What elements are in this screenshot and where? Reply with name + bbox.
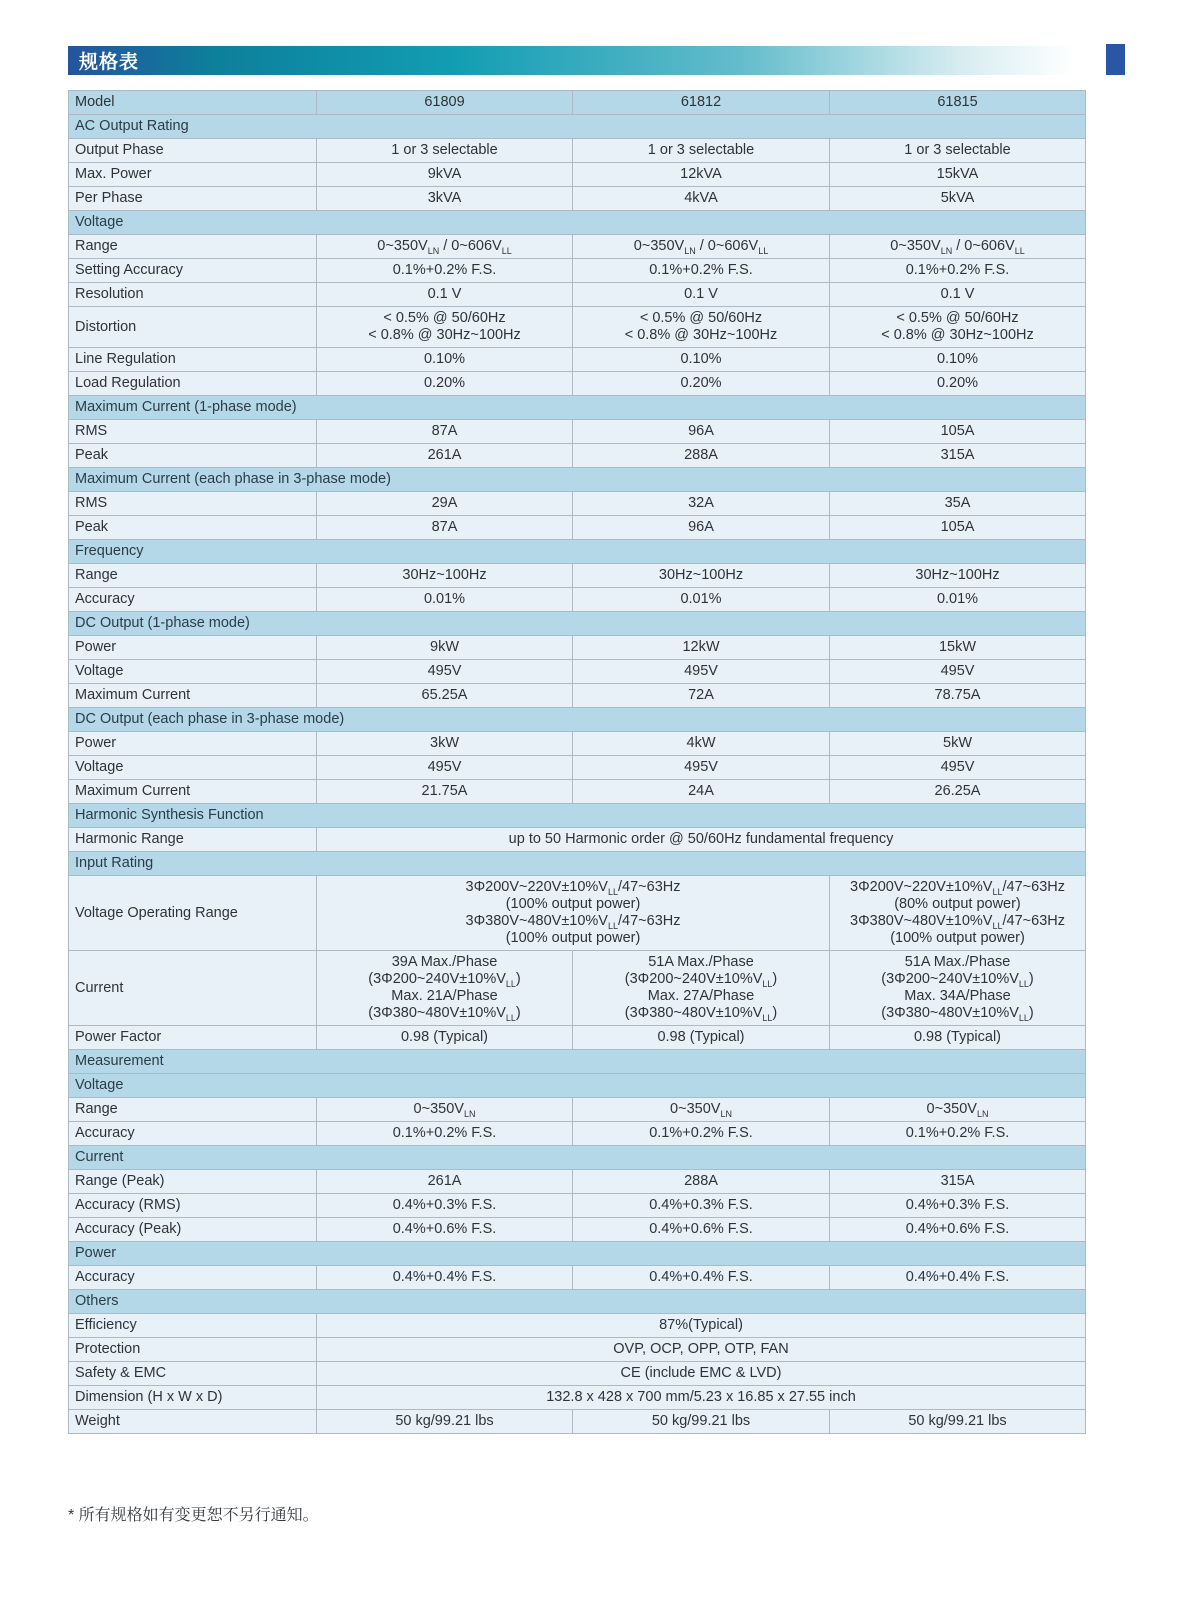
cell-value: 3kW bbox=[317, 732, 573, 756]
row-label: Accuracy (RMS) bbox=[69, 1194, 317, 1218]
cell-value: 0.4%+0.4% F.S. bbox=[573, 1266, 830, 1290]
cell-value: 0.10% bbox=[830, 348, 1086, 372]
row-label: Load Regulation bbox=[69, 372, 317, 396]
cell-value: 0.1 V bbox=[573, 283, 830, 307]
cell-value: 61809 bbox=[317, 91, 573, 115]
cell-value: 5kVA bbox=[830, 187, 1086, 211]
table-row bbox=[69, 1266, 1086, 1290]
table-row bbox=[69, 420, 1086, 444]
row-label: Safety & EMC bbox=[69, 1362, 317, 1386]
table-row bbox=[69, 732, 1086, 756]
cell-value: 29A bbox=[317, 492, 573, 516]
table-row bbox=[69, 876, 1086, 951]
table-row bbox=[69, 1338, 1086, 1362]
cell-value: 0.20% bbox=[830, 372, 1086, 396]
table-row bbox=[69, 283, 1086, 307]
cell-value: 0.20% bbox=[573, 372, 830, 396]
row-label: Range bbox=[69, 1098, 317, 1122]
section-header-label: Maximum Current (1-phase mode) bbox=[69, 396, 1086, 420]
section-row bbox=[69, 852, 1086, 876]
table-row bbox=[69, 588, 1086, 612]
cell-value: 72A bbox=[573, 684, 830, 708]
cell-value: 30Hz~100Hz bbox=[830, 564, 1086, 588]
section-row bbox=[69, 708, 1086, 732]
section-header-label: Voltage bbox=[69, 1074, 1086, 1098]
table-row bbox=[69, 660, 1086, 684]
cell-value: 0.4%+0.3% F.S. bbox=[573, 1194, 830, 1218]
cell-value: 4kVA bbox=[573, 187, 830, 211]
cell-value: 0.1%+0.2% F.S. bbox=[317, 259, 573, 283]
section-row bbox=[69, 211, 1086, 235]
section-header-label: Voltage bbox=[69, 211, 1086, 235]
cell-value: 3kVA bbox=[317, 187, 573, 211]
cell-value: 105A bbox=[830, 516, 1086, 540]
cell-value: $0\sim 350V_{LN}$ bbox=[573, 1098, 830, 1122]
cell-value: $0\sim 350V_{LN}$ bbox=[830, 1098, 1086, 1122]
cell-value: 0.01% bbox=[317, 588, 573, 612]
row-label: Maximum Current bbox=[69, 780, 317, 804]
row-label: Maximum Current bbox=[69, 684, 317, 708]
cell-value: 65.25A bbox=[317, 684, 573, 708]
footnote: * 所有规格如有变更恕不另行通知。 bbox=[68, 1507, 319, 1524]
cell-value: 39A Max./Phase $(3\Phi 200\sim 240V\pm 10\%V_{LL})$ Max. 21A/Phase $(3\Phi 380\sim 480V\pm 10\%V_{LL})$ bbox=[317, 951, 573, 1026]
cell-value: 315A bbox=[830, 444, 1086, 468]
row-label: Output Phase bbox=[69, 139, 317, 163]
row-label: Per Phase bbox=[69, 187, 317, 211]
table-row bbox=[69, 1026, 1086, 1050]
table-row bbox=[69, 516, 1086, 540]
cell-value: 51A Max./Phase $(3\Phi 200\sim 240V\pm 10\%V_{LL})$ Max. 34A/Phase $(3\Phi 380\sim 480V\pm 10\%V_{LL})$ bbox=[830, 951, 1086, 1026]
row-label: Accuracy bbox=[69, 588, 317, 612]
row-label: Range bbox=[69, 235, 317, 259]
row-label: Peak bbox=[69, 444, 317, 468]
table-row bbox=[69, 780, 1086, 804]
cell-value: 87%(Typical) bbox=[317, 1314, 1086, 1338]
table-row bbox=[69, 372, 1086, 396]
spec-table bbox=[68, 90, 1086, 1434]
cell-value: 261A bbox=[317, 444, 573, 468]
cell-value: 61815 bbox=[830, 91, 1086, 115]
page-title: 规格表 bbox=[79, 52, 140, 73]
row-label: Voltage bbox=[69, 660, 317, 684]
table-row bbox=[69, 163, 1086, 187]
row-label: Power bbox=[69, 732, 317, 756]
row-label: Max. Power bbox=[69, 163, 317, 187]
cell-value: 495V bbox=[573, 660, 830, 684]
row-label: Range (Peak) bbox=[69, 1170, 317, 1194]
section-header-label: Harmonic Synthesis Function bbox=[69, 804, 1086, 828]
cell-value: 315A bbox=[830, 1170, 1086, 1194]
row-label: Line Regulation bbox=[69, 348, 317, 372]
table-row bbox=[69, 235, 1086, 259]
cell-value: 0.10% bbox=[573, 348, 830, 372]
cell-value: 15kW bbox=[830, 636, 1086, 660]
table-row bbox=[69, 1122, 1086, 1146]
row-label: Protection bbox=[69, 1338, 317, 1362]
table-row bbox=[69, 1098, 1086, 1122]
section-header-label: Current bbox=[69, 1146, 1086, 1170]
cell-value: 495V bbox=[317, 756, 573, 780]
cell-value: 15kVA bbox=[830, 163, 1086, 187]
cell-value: 0.1%+0.2% F.S. bbox=[830, 259, 1086, 283]
cell-value: 288A bbox=[573, 444, 830, 468]
row-label: Accuracy bbox=[69, 1266, 317, 1290]
section-row bbox=[69, 804, 1086, 828]
cell-value: 0.1%+0.2% F.S. bbox=[573, 259, 830, 283]
cell-value: 96A bbox=[573, 420, 830, 444]
row-label: Dimension (H x W x D) bbox=[69, 1386, 317, 1410]
decorative-corner-square bbox=[1106, 44, 1125, 75]
table-row bbox=[69, 492, 1086, 516]
section-row bbox=[69, 1290, 1086, 1314]
section-header-label: Input Rating bbox=[69, 852, 1086, 876]
cell-value: 0.4%+0.3% F.S. bbox=[830, 1194, 1086, 1218]
cell-value: 495V bbox=[830, 756, 1086, 780]
table-row bbox=[69, 1314, 1086, 1338]
table-row bbox=[69, 1218, 1086, 1242]
section-row bbox=[69, 612, 1086, 636]
cell-value: 87A bbox=[317, 516, 573, 540]
cell-value: 5kW bbox=[830, 732, 1086, 756]
cell-value: 24A bbox=[573, 780, 830, 804]
table-row bbox=[69, 1362, 1086, 1386]
section-row bbox=[69, 396, 1086, 420]
section-header-label: AC Output Rating bbox=[69, 115, 1086, 139]
row-label: Harmonic Range bbox=[69, 828, 317, 852]
row-label: RMS bbox=[69, 420, 317, 444]
cell-value: $0\sim 350V_{LN}$ / $0\sim 606V_{LL}$ bbox=[830, 235, 1086, 259]
row-label: Weight bbox=[69, 1410, 317, 1434]
cell-value: 0.01% bbox=[573, 588, 830, 612]
cell-value: 105A bbox=[830, 420, 1086, 444]
cell-value: 1 or 3 selectable bbox=[317, 139, 573, 163]
table-row bbox=[69, 307, 1086, 348]
cell-value: 78.75A bbox=[830, 684, 1086, 708]
table-row bbox=[69, 1386, 1086, 1410]
cell-value: 0.1%+0.2% F.S. bbox=[830, 1122, 1086, 1146]
cell-value: 12kW bbox=[573, 636, 830, 660]
cell-value: 0.1 V bbox=[317, 283, 573, 307]
cell-value: 1 or 3 selectable bbox=[573, 139, 830, 163]
cell-value: 1 or 3 selectable bbox=[830, 139, 1086, 163]
cell-value: 288A bbox=[573, 1170, 830, 1194]
row-label: Resolution bbox=[69, 283, 317, 307]
cell-value: 0.4%+0.6% F.S. bbox=[573, 1218, 830, 1242]
cell-value: 50 kg/99.21 lbs bbox=[573, 1410, 830, 1434]
spec-table-body bbox=[69, 91, 1086, 1434]
cell-value: 0.1%+0.2% F.S. bbox=[573, 1122, 830, 1146]
section-row bbox=[69, 1146, 1086, 1170]
cell-value: 0.20% bbox=[317, 372, 573, 396]
row-label: Accuracy (Peak) bbox=[69, 1218, 317, 1242]
table-row bbox=[69, 756, 1086, 780]
row-label: Peak bbox=[69, 516, 317, 540]
table-row bbox=[69, 636, 1086, 660]
cell-value: 0.98 (Typical) bbox=[830, 1026, 1086, 1050]
row-label: Model bbox=[69, 91, 317, 115]
cell-value: $0\sim 350V_{LN}$ bbox=[317, 1098, 573, 1122]
section-header-label: Power bbox=[69, 1242, 1086, 1266]
section-row bbox=[69, 115, 1086, 139]
section-header-label: DC Output (1-phase mode) bbox=[69, 612, 1086, 636]
section-row bbox=[69, 1242, 1086, 1266]
section-header-label: DC Output (each phase in 3-phase mode) bbox=[69, 708, 1086, 732]
cell-value: $3\Phi 200V\sim 220V\pm 10\%V_{LL}/47\sim 63Hz$ (100% output power) $3\Phi 380V\sim 480V\pm 10\%V_{LL}/47\sim 63Hz$ (100% output power) bbox=[317, 876, 830, 951]
section-header-label: Measurement bbox=[69, 1050, 1086, 1074]
cell-value: 9kVA bbox=[317, 163, 573, 187]
row-label: Current bbox=[69, 951, 317, 1026]
section-header-label: Maximum Current (each phase in 3-phase mode) bbox=[69, 468, 1086, 492]
table-row bbox=[69, 1410, 1086, 1434]
cell-value: 50 kg/99.21 lbs bbox=[317, 1410, 573, 1434]
cell-value: OVP, OCP, OPP, OTP, FAN bbox=[317, 1338, 1086, 1362]
cell-value: 4kW bbox=[573, 732, 830, 756]
cell-value: 495V bbox=[317, 660, 573, 684]
table-row bbox=[69, 348, 1086, 372]
cell-value: $0\sim 350V_{LN}$ / $0\sim 606V_{LL}$ bbox=[573, 235, 830, 259]
cell-value: 0.4%+0.6% F.S. bbox=[830, 1218, 1086, 1242]
table-row bbox=[69, 828, 1086, 852]
cell-value: 61812 bbox=[573, 91, 830, 115]
cell-value: 0.4%+0.6% F.S. bbox=[317, 1218, 573, 1242]
section-row bbox=[69, 1050, 1086, 1074]
table-row bbox=[69, 187, 1086, 211]
cell-value: 0.01% bbox=[830, 588, 1086, 612]
cell-value: 132.8 x 428 x 700 mm/5.23 x 16.85 x 27.55 inch bbox=[317, 1386, 1086, 1410]
cell-value: 0.1%+0.2% F.S. bbox=[317, 1122, 573, 1146]
table-row bbox=[69, 1170, 1086, 1194]
section-title-bar bbox=[68, 46, 1085, 75]
row-label: Setting Accuracy bbox=[69, 259, 317, 283]
cell-value: 0.98 (Typical) bbox=[317, 1026, 573, 1050]
table-row bbox=[69, 1194, 1086, 1218]
row-label: RMS bbox=[69, 492, 317, 516]
cell-value: 21.75A bbox=[317, 780, 573, 804]
cell-value: 30Hz~100Hz bbox=[317, 564, 573, 588]
table-row bbox=[69, 564, 1086, 588]
row-label: Power Factor bbox=[69, 1026, 317, 1050]
cell-value: 32A bbox=[573, 492, 830, 516]
cell-value: 0.4%+0.3% F.S. bbox=[317, 1194, 573, 1218]
cell-value: < 0.5% @ 50/60Hz < 0.8% @ 30Hz~100Hz bbox=[573, 307, 830, 348]
cell-value: $0\sim 350V_{LN}$ / $0\sim 606V_{LL}$ bbox=[317, 235, 573, 259]
row-label: Voltage Operating Range bbox=[69, 876, 317, 951]
cell-value: 0.4%+0.4% F.S. bbox=[830, 1266, 1086, 1290]
section-row bbox=[69, 540, 1086, 564]
cell-value: 35A bbox=[830, 492, 1086, 516]
section-header-label: Frequency bbox=[69, 540, 1086, 564]
cell-value: 30Hz~100Hz bbox=[573, 564, 830, 588]
row-label: Efficiency bbox=[69, 1314, 317, 1338]
row-label: Distortion bbox=[69, 307, 317, 348]
cell-value: 0.98 (Typical) bbox=[573, 1026, 830, 1050]
cell-value: 9kW bbox=[317, 636, 573, 660]
section-header-label: Others bbox=[69, 1290, 1086, 1314]
cell-value: 26.25A bbox=[830, 780, 1086, 804]
section-row bbox=[69, 468, 1086, 492]
cell-value: 12kVA bbox=[573, 163, 830, 187]
section-row bbox=[69, 1074, 1086, 1098]
cell-value: 51A Max./Phase $(3\Phi 200\sim 240V\pm 10\%V_{LL})$ Max. 27A/Phase $(3\Phi 380\sim 480V\pm 10\%V_{LL})$ bbox=[573, 951, 830, 1026]
table-row bbox=[69, 91, 1086, 115]
row-label: Accuracy bbox=[69, 1122, 317, 1146]
table-row bbox=[69, 444, 1086, 468]
table-row bbox=[69, 139, 1086, 163]
cell-value: 50 kg/99.21 lbs bbox=[830, 1410, 1086, 1434]
cell-value: CE (include EMC & LVD) bbox=[317, 1362, 1086, 1386]
cell-value: 96A bbox=[573, 516, 830, 540]
row-label: Range bbox=[69, 564, 317, 588]
table-row bbox=[69, 951, 1086, 1026]
cell-value: 495V bbox=[830, 660, 1086, 684]
row-label: Power bbox=[69, 636, 317, 660]
cell-value: up to 50 Harmonic order @ 50/60Hz fundamental frequency bbox=[317, 828, 1086, 852]
row-label: Voltage bbox=[69, 756, 317, 780]
cell-value: 87A bbox=[317, 420, 573, 444]
cell-value: $3\Phi 200V\sim 220V\pm 10\%V_{LL}/47\sim 63Hz$ (80% output power) $3\Phi 380V\sim 480V\pm 10\%V_{LL}/47\sim 63Hz$ (100% output power) bbox=[830, 876, 1086, 951]
table-row bbox=[69, 684, 1086, 708]
cell-value: 0.4%+0.4% F.S. bbox=[317, 1266, 573, 1290]
cell-value: 495V bbox=[573, 756, 830, 780]
cell-value: 261A bbox=[317, 1170, 573, 1194]
cell-value: 0.1 V bbox=[830, 283, 1086, 307]
cell-value: 0.10% bbox=[317, 348, 573, 372]
cell-value: < 0.5% @ 50/60Hz < 0.8% @ 30Hz~100Hz bbox=[830, 307, 1086, 348]
table-row bbox=[69, 259, 1086, 283]
cell-value: < 0.5% @ 50/60Hz < 0.8% @ 30Hz~100Hz bbox=[317, 307, 573, 348]
